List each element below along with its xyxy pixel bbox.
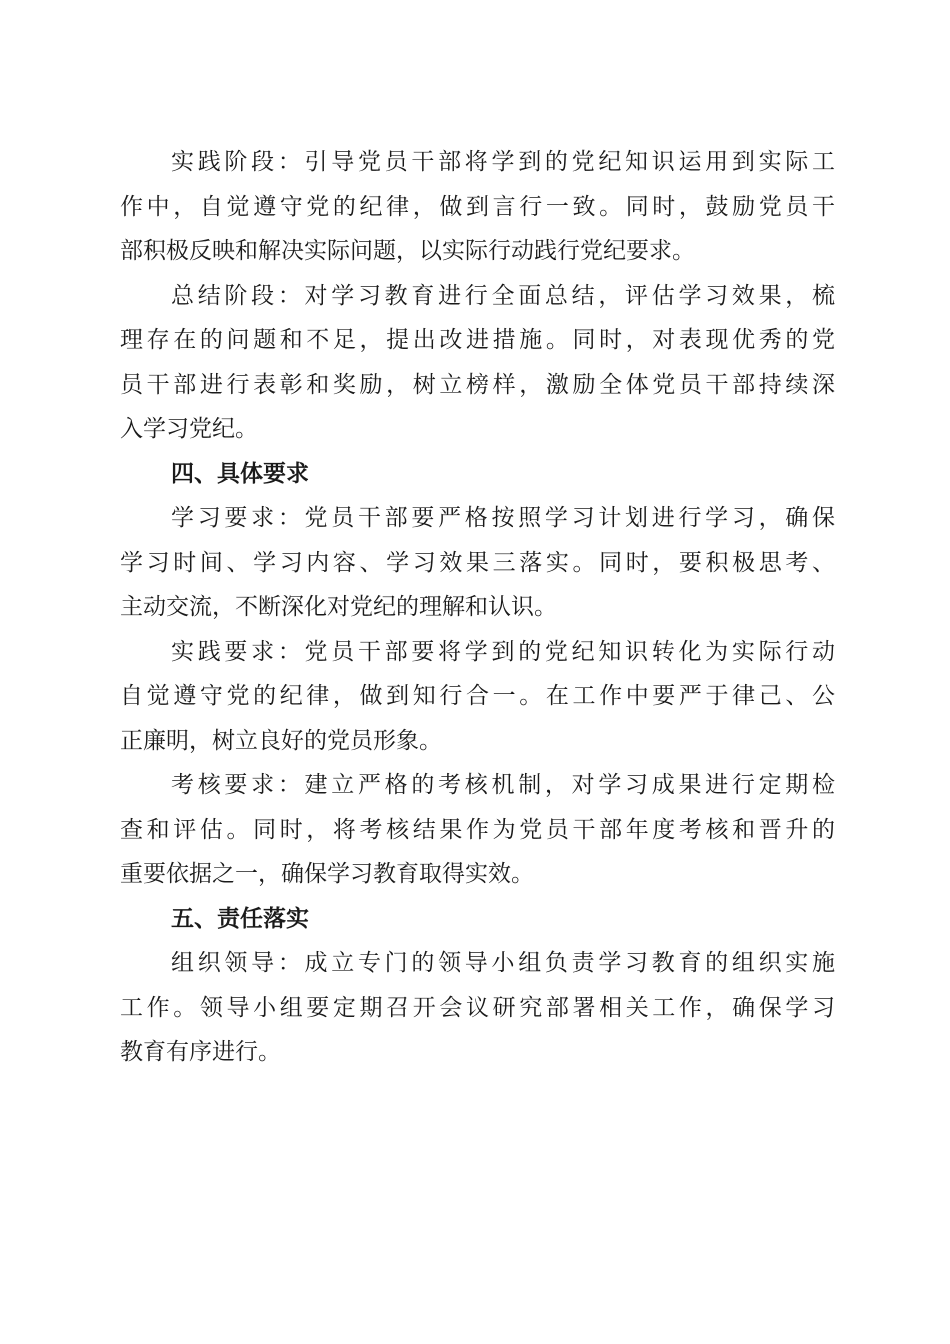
paragraph-assessment-requirements-line-1: 考核要求：建立严格的考核机制，对学习成果进行定期检	[171, 772, 835, 798]
paragraph-study-requirements-line-1: 学习要求：党员干部要严格按照学习计划进行学习，确保	[171, 505, 835, 531]
paragraph-assessment-requirements-line-2: 查和评估。同时，将考核结果作为党员干部年度考核和晋升的	[120, 816, 835, 843]
paragraph-study-requirements-line-2: 学习时间、学习内容、学习效果三落实。同时，要积极思考、	[120, 549, 835, 576]
paragraph-organization-leadership-line-3: 教育有序进行。	[120, 1039, 281, 1065]
paragraph-practice-requirements-line-2: 自觉遵守党的纪律，做到知行合一。在工作中要严于律己、公	[120, 683, 835, 709]
paragraph-assessment-requirements-line-3: 重要依据之一，确保学习教育取得实效。	[120, 861, 534, 887]
section-heading-specific-requirements: 四、具体要求	[171, 460, 309, 487]
paragraph-practice-stage-line-3: 部积极反映和解决实际问题，以实际行动践行党纪要求。	[120, 238, 695, 264]
paragraph-summary-stage-line-2: 理存在的问题和不足，提出改进措施。同时，对表现优秀的党	[120, 327, 835, 353]
paragraph-summary-stage-line-1: 总结阶段：对学习教育进行全面总结，评估学习效果，梳	[171, 282, 835, 309]
paragraph-summary-stage-line-4: 入学习党纪。	[120, 416, 258, 442]
document-body	[120, 140, 835, 1075]
paragraph-organization-leadership-line-1: 组织领导：成立专门的领导小组负责学习教育的组织实施	[171, 950, 835, 976]
paragraph-summary-stage-line-3: 员干部进行表彰和奖励，树立榜样，激励全体党员干部持续深	[120, 371, 835, 398]
paragraph-practice-stage-line-1: 实践阶段：引导党员干部将学到的党纪知识运用到实际工	[171, 149, 835, 175]
section-heading-responsibility: 五、责任落实	[171, 905, 309, 932]
paragraph-organization-leadership-line-2: 工作。领导小组要定期召开会议研究部署相关工作，确保学习	[120, 994, 835, 1021]
paragraph-practice-stage-line-2: 作中，自觉遵守党的纪律，做到言行一致。同时，鼓励党员干	[120, 193, 835, 220]
paragraph-practice-requirements-line-1: 实践要求：党员干部要将学到的党纪知识转化为实际行动	[171, 638, 835, 665]
paragraph-practice-requirements-line-3: 正廉明，树立良好的党员形象。	[120, 727, 442, 754]
paragraph-study-requirements-line-3: 主动交流，不断深化对党纪的理解和认识。	[120, 594, 557, 620]
